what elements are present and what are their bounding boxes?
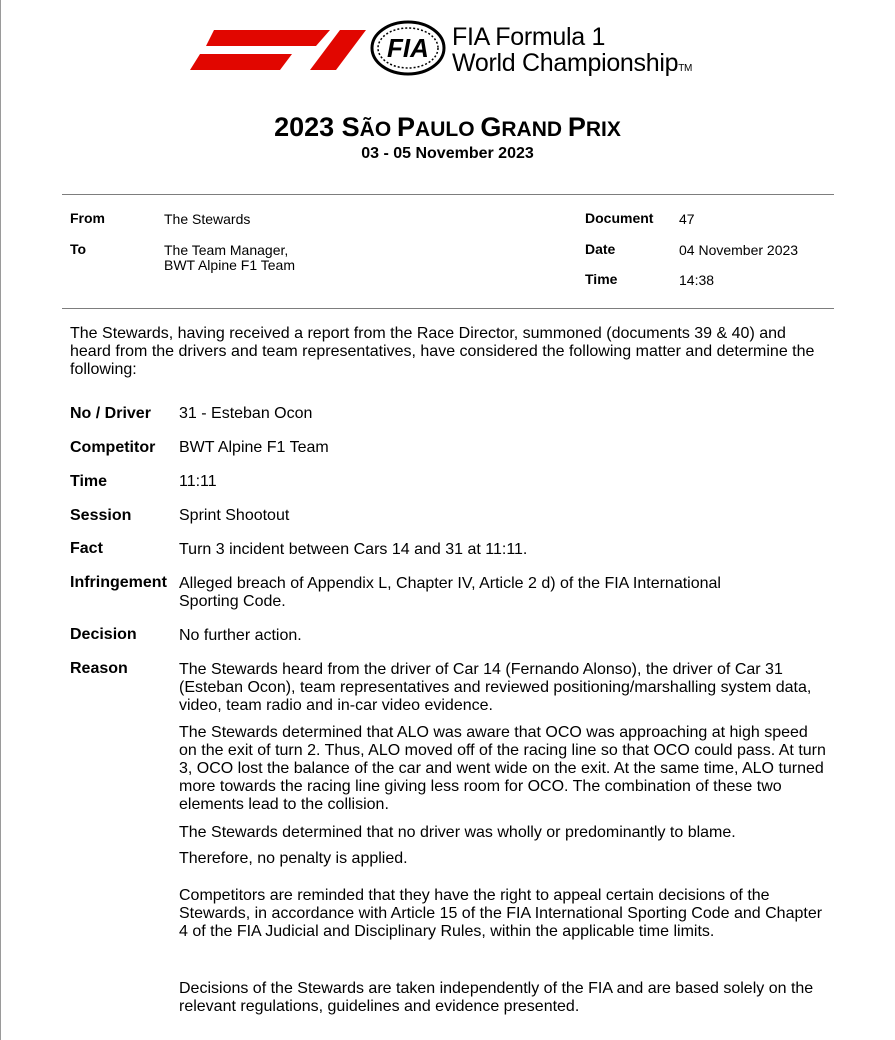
to-label: To bbox=[70, 241, 87, 257]
event-dates: 03 - 05 November 2023 bbox=[361, 145, 534, 162]
session-value: Sprint Shootout bbox=[179, 507, 290, 524]
event-title bbox=[0, 112, 895, 143]
reason-paragraph-3: The Stewards determined that no driver was wholly or predominantly to blame. bbox=[179, 824, 736, 841]
competitor-value: BWT Alpine F1 Team bbox=[179, 439, 329, 456]
session-label: Session bbox=[70, 507, 132, 524]
reason-paragraph-1: The Stewards heard from the driver of Car 14 (Fernando Alonso), the driver of Car 31 (Esteban Ocon), team representatives and reviewed positioning/marshalling system data, video, team radio and in-car video evidence. bbox=[179, 661, 812, 714]
competitor-label: Competitor bbox=[70, 439, 156, 456]
time-value: 14:38 bbox=[679, 272, 715, 288]
time-label: Time bbox=[585, 271, 618, 287]
title-seg: 2023 S bbox=[274, 112, 360, 142]
fact-value: Turn 3 incident between Cars 14 and 31 at 11:11. bbox=[179, 541, 528, 558]
infringement-value: Alleged breach of Appendix L, Chapter IV, Article 2 d) of the FIA International Sporting Code. bbox=[179, 575, 721, 610]
f1-logo-icon bbox=[190, 26, 368, 74]
intro-paragraph: The Stewards, having received a report from the Race Director, summoned (documents 39 & 40) and heard from the drivers and team representatives, have considered the following matter and determine the following: bbox=[70, 325, 815, 378]
header-logo bbox=[190, 20, 730, 80]
document-value: 47 bbox=[679, 211, 695, 227]
trademark: TM bbox=[678, 63, 693, 74]
reason-label: Reason bbox=[70, 660, 128, 677]
independence-note: Decisions of the Stewards are taken independently of the FIA and are based solely on the relevant regulations, guidelines and evidence presented. bbox=[179, 980, 814, 1015]
to-value-line2: BWT Alpine F1 Team bbox=[164, 257, 295, 273]
reason-paragraph-2: The Stewards determined that ALO was aware that OCO was approaching at high speed on the exit of turn 2. Thus, ALO moved off of the racing line so that OCO could pass. At turn 3, OCO lost the balance of the car and went wide on the exit. At the same time, ALO turned more towards the racing line giving less room for OCO. The combination of these two elements lead to the collision. bbox=[179, 724, 826, 813]
from-label: From bbox=[70, 210, 105, 226]
brand-text bbox=[452, 24, 692, 82]
title-seg: RAND bbox=[501, 118, 568, 141]
title-seg: G bbox=[480, 112, 502, 142]
fia-seal-icon bbox=[370, 20, 446, 76]
reason-paragraph-4: Therefore, no penalty is applied. bbox=[179, 850, 408, 867]
infringement-label: Infringement bbox=[70, 574, 167, 591]
fia-seal-text: FIA bbox=[387, 33, 429, 63]
time-row-label: Time bbox=[70, 473, 108, 490]
title-seg: RIX bbox=[585, 118, 621, 141]
date-value: 04 November 2023 bbox=[679, 242, 799, 258]
from-value: The Stewards bbox=[164, 211, 251, 227]
decision-value: No further action. bbox=[179, 627, 302, 644]
decision-label: Decision bbox=[70, 626, 137, 643]
brand-line-1: FIA Formula 1 bbox=[452, 23, 606, 51]
title-seg: P bbox=[567, 112, 586, 142]
fact-label: Fact bbox=[70, 540, 103, 557]
brand-line-2 bbox=[452, 50, 692, 82]
divider-top bbox=[62, 194, 834, 195]
title-seg: P bbox=[397, 112, 416, 142]
divider-bottom bbox=[62, 308, 834, 309]
brand-line-2-text: World Championship bbox=[452, 49, 679, 77]
to-value-line1: The Team Manager, bbox=[164, 242, 289, 258]
time-row-value: 11:11 bbox=[179, 473, 217, 490]
appeal-note: Competitors are reminded that they have the right to appeal certain decisions of the Stewards, in accordance with Article 15 of the FIA International Sporting Code and Chapter 4 of the FIA Judicial and Disciplinary Rules, within the applicable time limits. bbox=[179, 887, 823, 940]
driver-label: No / Driver bbox=[70, 405, 151, 422]
driver-value: 31 - Esteban Ocon bbox=[179, 405, 313, 422]
title-seg: ÃO bbox=[359, 118, 398, 141]
date-label: Date bbox=[585, 241, 616, 257]
title-seg: AULO bbox=[415, 118, 481, 141]
document-label: Document bbox=[585, 210, 654, 226]
